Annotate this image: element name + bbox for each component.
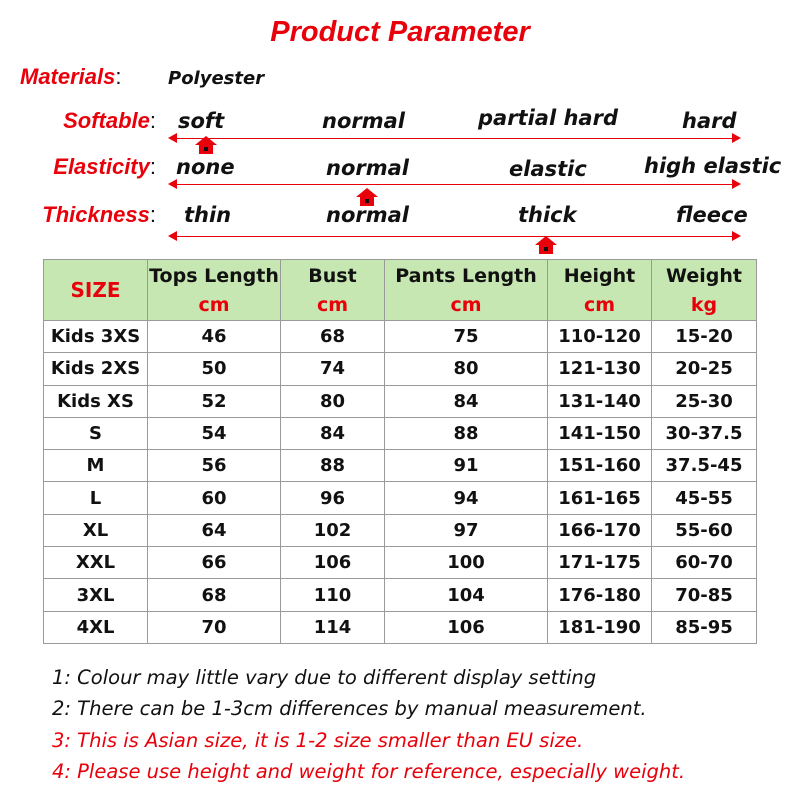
bust-cell: 88 [281,450,385,482]
table-row [44,417,757,449]
table-row [44,514,757,546]
size-cell: Kids XS [44,385,148,417]
softable-option-1: soft [178,109,225,133]
weight-cell: 20-25 [652,353,757,385]
tops-length-cell: 56 [148,450,281,482]
softable-label: Softable [63,108,150,133]
bust-cell: 114 [281,611,385,643]
table-row [44,450,757,482]
note-4: 4: Please use height and weight for reference, especially weight. [52,760,686,783]
pants-length-cell: 88 [385,417,548,449]
elasticity-colon: : [149,154,156,179]
bust-cell: 96 [281,482,385,514]
softable-colon: : [149,108,156,133]
pants-length-cell: 100 [385,547,548,579]
materials-colon: : [115,64,122,89]
elasticity-scale-arrow-right [732,179,741,189]
weight-cell: 55-60 [652,514,757,546]
height-cell: 171-175 [548,547,652,579]
elasticity-option-4: high elastic [644,154,782,178]
thickness-option-2: normal [326,203,409,227]
height-cell: 161-165 [548,482,652,514]
pants-length-cell: 97 [385,514,548,546]
tops-length-cell: 46 [148,321,281,353]
size-cell: L [44,482,148,514]
softable-scale-arrow-right [732,133,741,143]
table-row [44,385,757,417]
tops-length-cell: 52 [148,385,281,417]
size-cell: S [44,417,148,449]
thickness-row [20,202,156,228]
note-1: 1: Colour may little vary due to different display setting [52,666,597,689]
height-column-header: Height cm [548,260,652,321]
note-3: 3: This is Asian size, it is 1-2 size smaller than EU size. [52,729,584,752]
elasticity-scale-line [175,184,733,185]
thickness-option-3: thick [518,203,577,227]
softable-option-3: partial hard [478,106,618,130]
elasticity-row [20,154,156,180]
height-cell: 181-190 [548,611,652,643]
thickness-option-4: fleece [676,203,748,227]
bust-cell: 106 [281,547,385,579]
weight-cell: 60-70 [652,547,757,579]
weight-cell: 45-55 [652,482,757,514]
bust-cell: 74 [281,353,385,385]
note-2: 2: There can be 1-3cm differences by manual measurement. [52,697,647,720]
size-cell: 4XL [44,611,148,643]
size-cell: XXL [44,547,148,579]
weight-cell: 25-30 [652,385,757,417]
materials-value: Polyester [168,68,265,89]
tops-length-cell: 70 [148,611,281,643]
height-cell: 151-160 [548,450,652,482]
elasticity-option-3: elastic [509,157,587,181]
pants-length-cell: 75 [385,321,548,353]
weight-cell: 15-20 [652,321,757,353]
weight-cell: 30-37.5 [652,417,757,449]
size-cell: Kids 3XS [44,321,148,353]
pants-length-column-header: Pants Length cm [385,260,548,321]
elasticity-option-1: none [176,155,235,179]
size-cell: M [44,450,148,482]
pants-length-cell: 94 [385,482,548,514]
tops-length-cell: 68 [148,579,281,611]
tops-length-cell: 64 [148,514,281,546]
tops-length-cell: 54 [148,417,281,449]
materials-row [20,64,170,90]
bust-column-header: Bust cm [281,260,385,321]
table-row [44,611,757,643]
bust-cell: 80 [281,385,385,417]
weight-column-header: Weight kg [652,260,757,321]
height-cell: 166-170 [548,514,652,546]
height-cell: 110-120 [548,321,652,353]
thickness-scale-arrow-right [732,231,741,241]
table-row [44,353,757,385]
weight-cell: 37.5-45 [652,450,757,482]
thickness-label: Thickness [42,202,150,227]
weight-cell: 85-95 [652,611,757,643]
tops-length-cell: 50 [148,353,281,385]
thickness-option-1: thin [184,203,232,227]
bust-cell: 102 [281,514,385,546]
table-row [44,547,757,579]
softable-option-2: normal [322,109,405,133]
bust-cell: 84 [281,417,385,449]
size-chart-table [43,259,757,644]
height-cell: 176-180 [548,579,652,611]
bust-cell: 110 [281,579,385,611]
size-cell: 3XL [44,579,148,611]
pants-length-cell: 104 [385,579,548,611]
softable-option-4: hard [682,109,737,133]
pants-length-cell: 80 [385,353,548,385]
table-row [44,579,757,611]
thickness-colon: : [149,202,156,227]
height-cell: 141-150 [548,417,652,449]
softable-row [20,108,156,134]
thickness-scale-line [175,236,733,237]
materials-label: Materials [20,64,116,89]
table-row [44,482,757,514]
size-cell: Kids 2XS [44,353,148,385]
table-row [44,321,757,353]
tops-length-column-header: Tops Length cm [148,260,281,321]
elasticity-option-2: normal [326,156,409,180]
bust-cell: 68 [281,321,385,353]
tops-length-cell: 60 [148,482,281,514]
size-cell: XL [44,514,148,546]
weight-cell: 70-85 [652,579,757,611]
pants-length-cell: 106 [385,611,548,643]
elasticity-label: Elasticity [53,154,150,179]
pants-length-cell: 84 [385,385,548,417]
height-cell: 121-130 [548,353,652,385]
pants-length-cell: 91 [385,450,548,482]
softable-marker-icon [195,136,217,154]
size-column-header: SIZE [44,260,148,321]
page-title: Product Parameter [270,16,530,48]
thickness-marker-icon [535,236,557,254]
softable-scale-line [175,138,733,139]
table-header-row [44,260,757,321]
height-cell: 131-140 [548,385,652,417]
tops-length-cell: 66 [148,547,281,579]
